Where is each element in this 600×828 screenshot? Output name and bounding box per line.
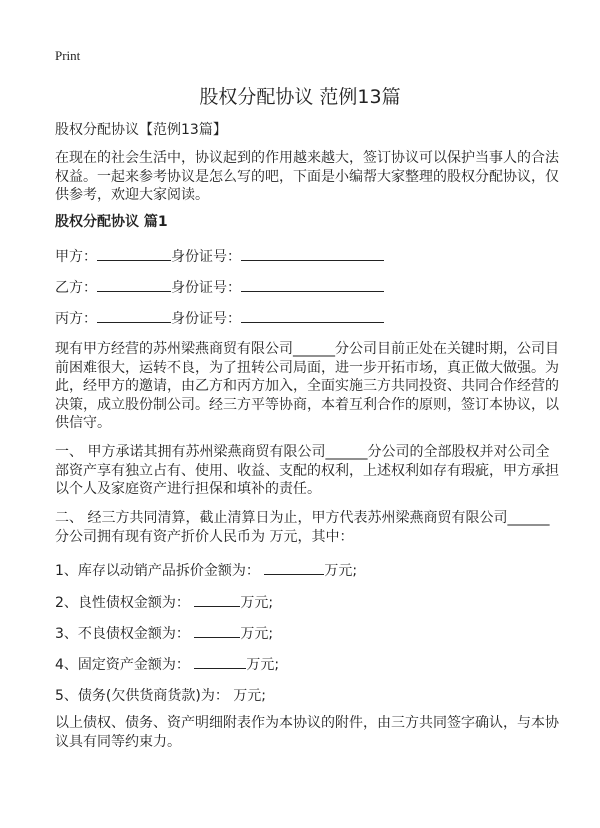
item-unit: 万元; (324, 563, 358, 579)
text-line: 部资产享有独立占有、使用、收益、支配的权利，上述权利如存有瑕疵，甲方承担 (55, 462, 559, 479)
text-line: 以上债权、债务、资产明细附表作为本协议的附件，由三方共同签字确认，与本协 (55, 715, 559, 731)
text-line: 分公司拥有现有资产折价人民币为 万元，其中： (55, 528, 354, 545)
text-line: 现有甲方经营的苏州梁燕商贸有限公司______分公司目前正处在关键时期，公司目 (55, 341, 559, 357)
text-line: 供参考，欢迎大家阅读。 (55, 187, 209, 203)
amount-field[interactable] (264, 560, 324, 575)
item-3 (55, 623, 273, 645)
amount-field[interactable] (194, 623, 240, 638)
text-line: 权益。一起来参考协议是怎么写的吧，下面是小编帮大家整理的股权分配协议，仅 (55, 168, 559, 185)
item-label: 1、库存以动销产品拆价金额为： (55, 563, 260, 579)
intro-paragraph (55, 149, 559, 205)
party-name-field[interactable] (97, 277, 171, 292)
text-line: 在现在的社会生活中，协议起到的作用越来越大，签订协议可以保护当事人的合法 (55, 150, 559, 166)
item-label: 5、债务(欠供货商货款)为： (55, 688, 234, 704)
paragraph-3 (55, 509, 549, 546)
item-unit: 万元; (246, 657, 280, 673)
party-row-b (55, 277, 384, 299)
party-label: 甲方： (55, 249, 97, 265)
section-heading: 股权分配协议 篇1 (55, 214, 168, 230)
item-2 (55, 592, 273, 614)
party-row-c (55, 308, 384, 330)
text-line: 二、 经三方共同清算，截止清算日为止，甲方代表苏州梁燕商贸有限公司______ (55, 510, 550, 526)
page-title: 股权分配协议 范例13篇 (199, 86, 401, 108)
id-field[interactable] (241, 277, 384, 292)
text-line: 决策，成立股份制公司。经三方平等协商，本着互利合作的原则，签订本协议，以 (55, 396, 559, 413)
party-name-field[interactable] (97, 246, 171, 261)
id-label: 身份证号： (171, 311, 241, 327)
amount-field[interactable] (194, 592, 240, 607)
text-line: 前困难很大，运转不良，为了扭转公司局面，进一步开拓市场，真正做大做强。为 (55, 359, 559, 376)
text-line: 以个人及家庭资产进行担保和填补的责任。 (55, 481, 321, 497)
item-unit: 万元; (240, 626, 274, 642)
item-1 (55, 560, 357, 582)
party-label: 丙方： (55, 311, 97, 327)
item-5 (55, 685, 266, 707)
text-line: 一、 甲方承诺其拥有苏州梁燕商贸有限公司______分公司的全部股权并对公司全 (55, 444, 550, 460)
subtitle: 股权分配协议【范例13篇】 (55, 122, 227, 138)
paragraph-1 (55, 340, 559, 433)
item-label: 4、固定资产金额为： (55, 657, 190, 673)
party-name-field[interactable] (97, 308, 171, 323)
id-field[interactable] (241, 246, 384, 261)
party-row-a (55, 246, 384, 268)
amount-field[interactable] (194, 654, 246, 669)
item-unit: 万元; (233, 688, 266, 704)
item-4 (55, 654, 279, 676)
item-label: 3、不良债权金额为： (55, 626, 190, 642)
item-label: 2、良性债权金额为： (55, 595, 190, 611)
text-line: 供信守。 (55, 415, 111, 431)
item-unit: 万元; (240, 595, 274, 611)
party-label: 乙方： (55, 280, 97, 296)
id-label: 身份证号： (171, 249, 241, 265)
text-line: 议具有同等约束力。 (55, 733, 181, 750)
text-line: 此，经甲方的邀请，由乙方和丙方加入，全面实施三方共同投资、共同合作经营的 (55, 378, 559, 394)
print-link[interactable]: Print (55, 48, 81, 63)
paragraph-4 (55, 714, 559, 751)
id-label: 身份证号： (171, 280, 241, 296)
paragraph-2 (55, 443, 559, 499)
id-field[interactable] (241, 308, 384, 323)
